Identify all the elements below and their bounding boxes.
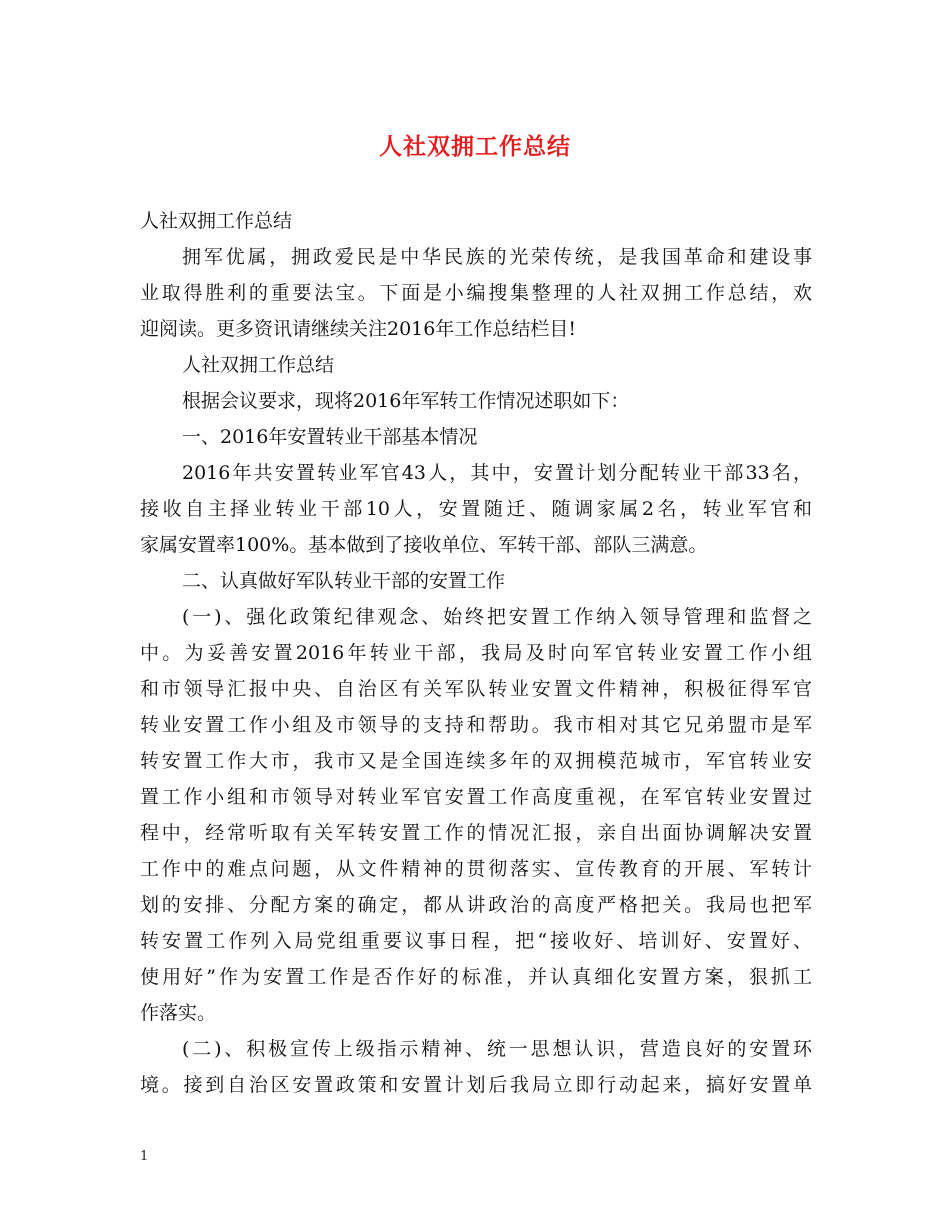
paragraph-line: 拥军优属，拥政爱民是中华民族的光荣传统，是我国革命和建设事 (182, 246, 812, 268)
document-body (140, 203, 812, 1103)
paragraph-line: 使用好”作为安置工作是否作好的标准，并认真细化安置方案，狠抓工 (140, 966, 812, 988)
document-title: 人社双拥工作总结 (379, 133, 571, 160)
paragraph-line: 作落实。 (140, 1002, 217, 1024)
page-number: 1 (140, 1149, 149, 1164)
paragraph-line: (一)、强化政策纪律观念、始终把安置工作纳入领导管理和监督之 (182, 606, 812, 628)
paragraph-line: 转安置工作列入局党组重要议事日程，把“接收好、培训好、安置好、 (140, 930, 812, 952)
section-heading: 人社双拥工作总结 (182, 354, 335, 376)
section-heading: 二、认真做好军队转业干部的安置工作 (182, 570, 506, 592)
paragraph-line: 置工作小组和市领导对转业军官安置工作高度重视，在军官转业安置过 (140, 786, 812, 808)
paragraph-line: (二)、积极宣传上级指示精神、统一思想认识，营造良好的安置环 (182, 1038, 812, 1060)
subtitle-line: 人社双拥工作总结 (140, 210, 293, 232)
paragraph-line: 家属安置率100%。基本做到了接收单位、军转干部、部队三满意。 (140, 534, 708, 556)
paragraph-line: 划的安排、分配方案的确定，都从讲政治的高度严格把关。我局也把军 (140, 894, 812, 916)
paragraph-line: 2016年共安置转业军官43人，其中，安置计划分配转业干部33名， (182, 462, 812, 484)
paragraph-line: 工作中的难点问题，从文件精神的贯彻落实、宣传教育的开展、军转计 (140, 858, 812, 880)
paragraph-line: 中。为妥善安置2016年转业干部，我局及时向军官转业安置工作小组 (140, 642, 812, 664)
paragraph-line: 接收自主择业转业干部10人，安置随迁、随调家属2名，转业军官和 (140, 498, 812, 520)
paragraph-line: 转业安置工作小组及市领导的支持和帮助。我市相对其它兄弟盟市是军 (140, 714, 812, 736)
paragraph-line: 和市领导汇报中央、自治区有关军队转业安置文件精神，积极征得军官 (140, 678, 812, 700)
section-heading: 一、2016年安置转业干部基本情况 (182, 426, 478, 448)
paragraph-line: 迎阅读。更多资讯请继续关注2016年工作总结栏目! (140, 318, 576, 340)
paragraph-line: 程中，经常听取有关军转安置工作的情况汇报，亲自出面协调解决安置 (140, 822, 812, 844)
paragraph-line: 业取得胜利的重要法宝。下面是小编搜集整理的人社双拥工作总结，欢 (140, 282, 812, 304)
paragraph-line: 境。接到自治区安置政策和安置计划后我局立即行动起来，搞好安置单 (140, 1074, 812, 1096)
paragraph-line: 转安置工作大市，我市又是全国连续多年的双拥模范城市，军官转业安 (140, 750, 812, 772)
paragraph-line: 根据会议要求，现将2016年军转工作情况述职如下： (182, 390, 630, 412)
